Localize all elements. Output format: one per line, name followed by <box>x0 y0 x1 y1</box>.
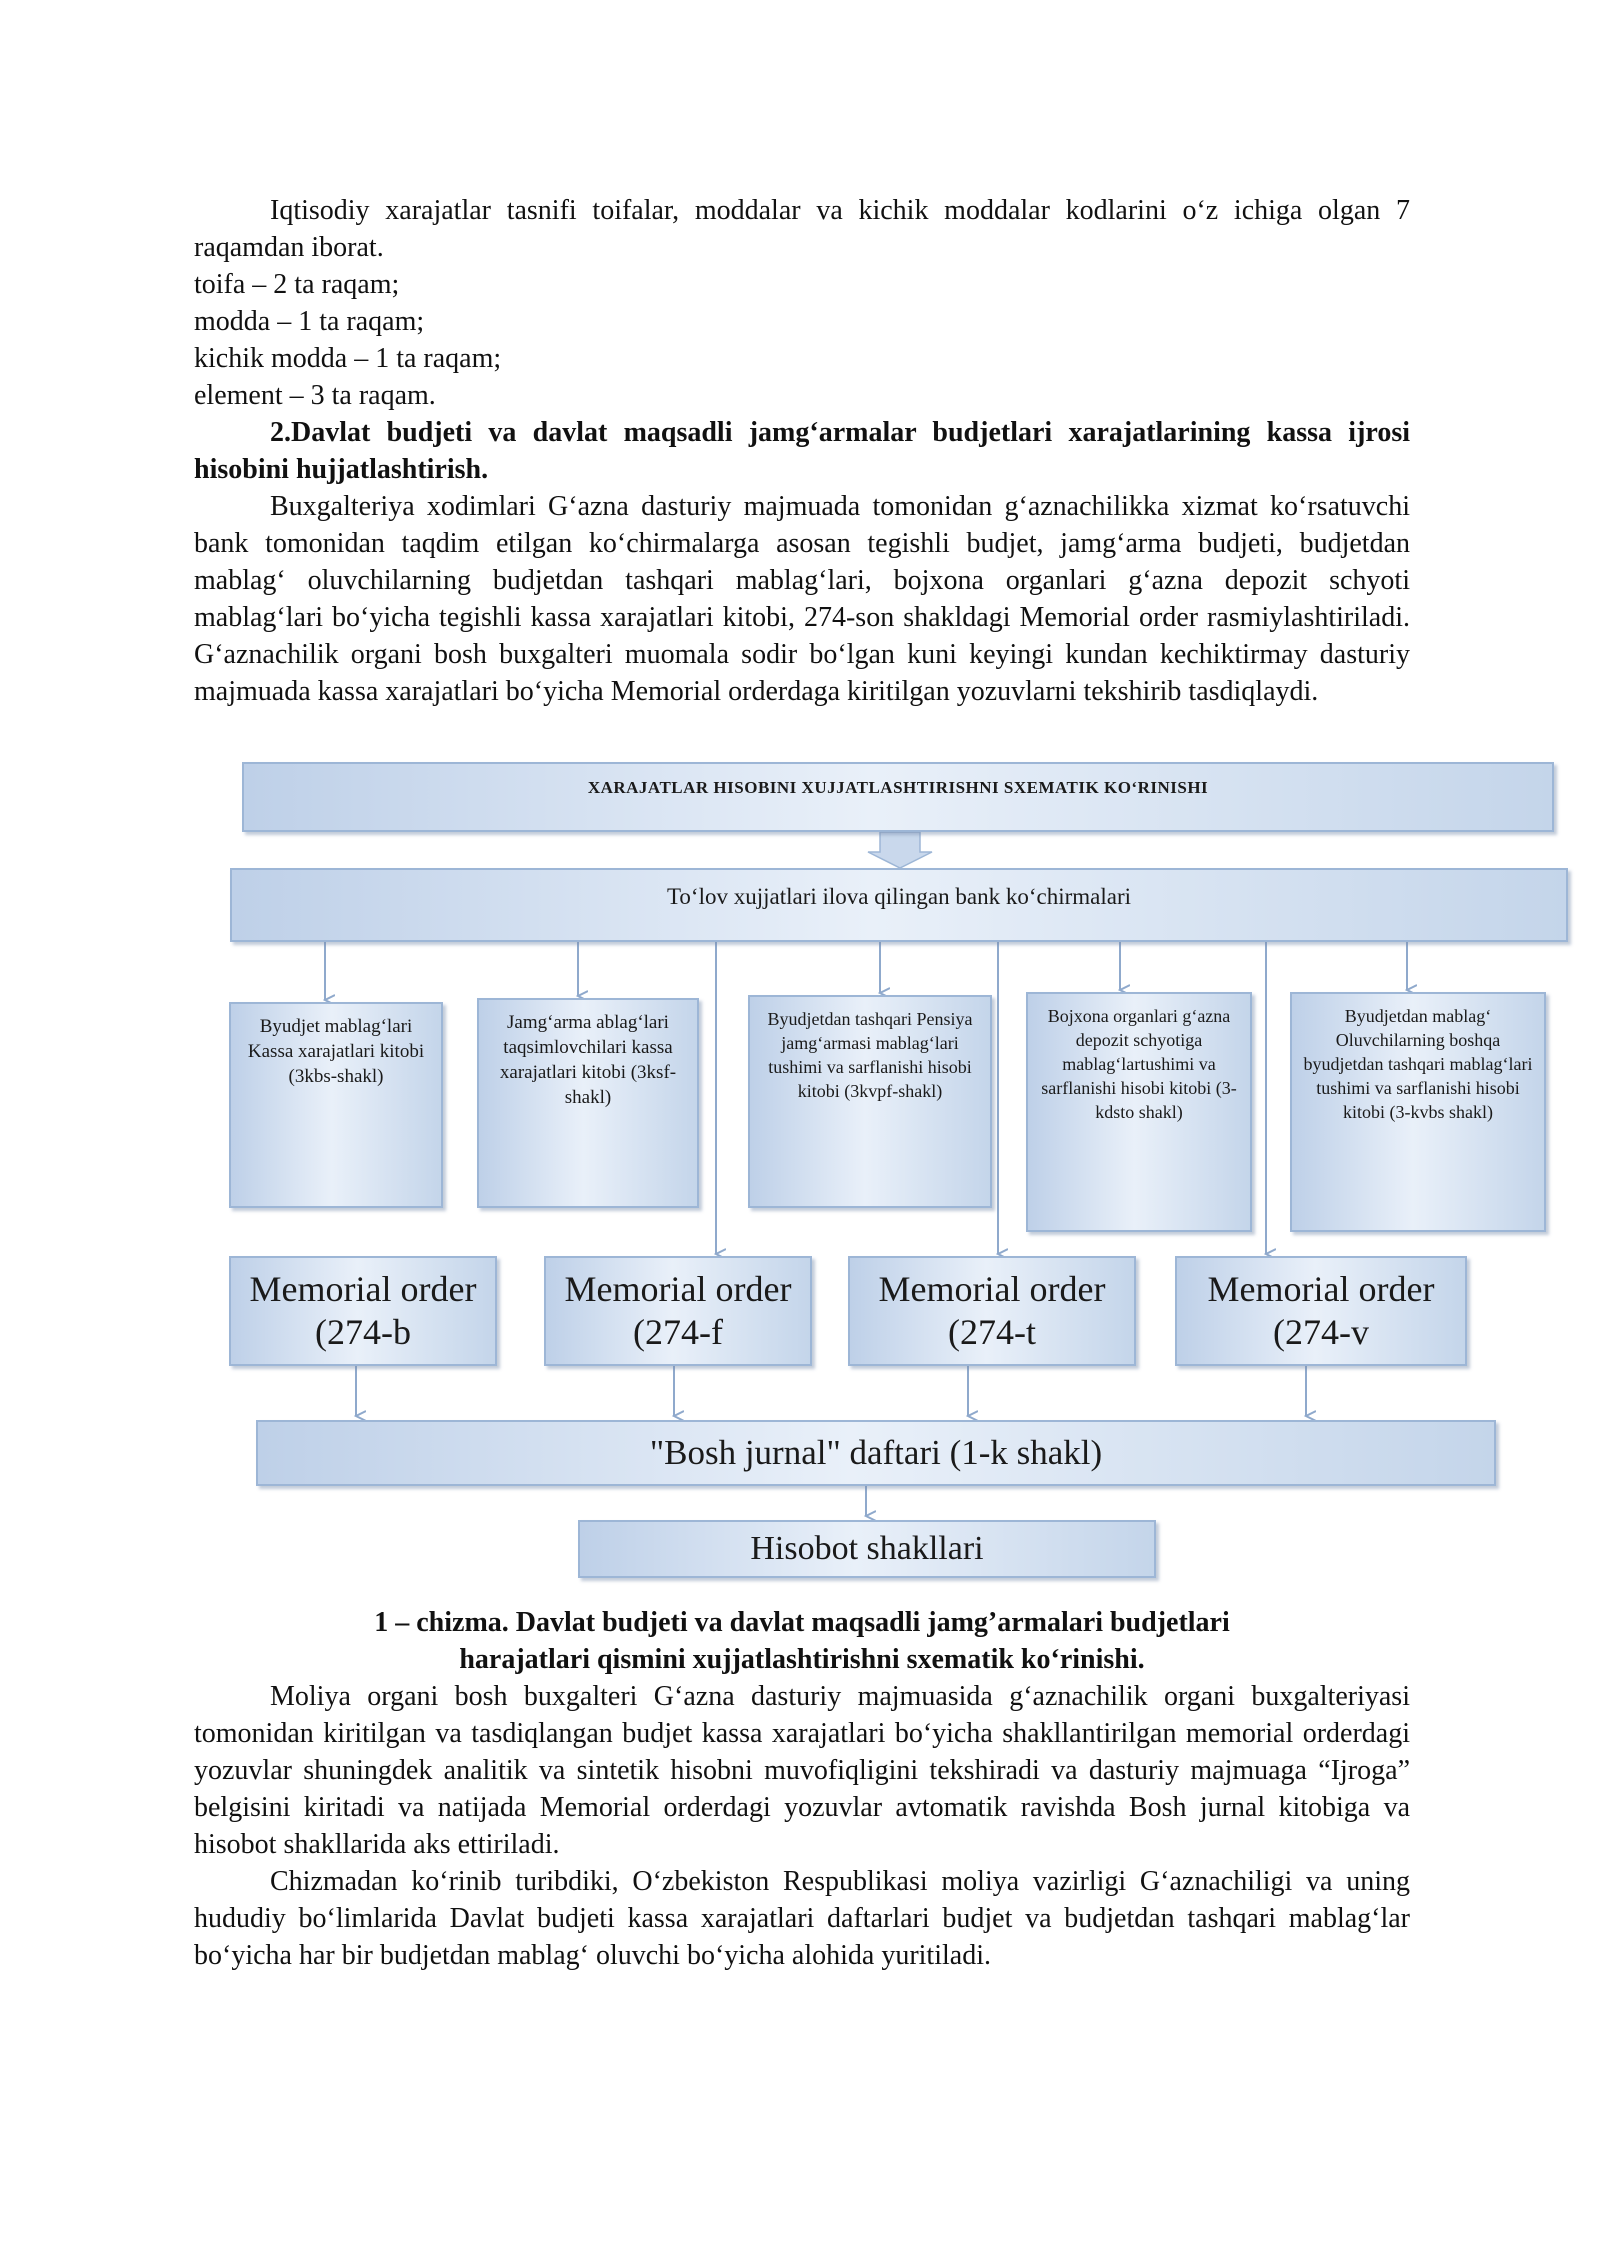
intro-section <box>194 192 1410 710</box>
intro-paragraph: Iqtisodiy xarajatlar tasnifi toifalar, moddalar va kichik moddalar kodlarini o‘z ichiga olgan 7 raqamdan iborat. <box>194 195 1410 263</box>
title-to-bank-arrow <box>868 832 932 868</box>
section-heading: 2.Davlat budjeti va davlat maqsadli jamg‘armalar budjetlari xarajatlarining kassa ijrosi hisobini hujjatlashtirish. <box>194 417 1410 485</box>
figure-caption-line-1: 1 – chizma. Davlat budjeti va davlat maqsadli jamg’armalari budjetlari <box>374 1607 1230 1638</box>
memorial-order-274-v: Memorial order (274-v <box>1175 1256 1467 1366</box>
report-forms-box: Hisobot shakllari <box>578 1520 1156 1578</box>
book-box-extrabudgetary: Byudjetdan mablag‘ Oluvchilarning boshqa byudjetdan tashqari mablag‘lari tushimi va sarflanishi hisobi kitobi (3-kvbs shakl) <box>1290 992 1546 1232</box>
book-box-budget-funds: Byudjet mablag‘lari Kassa xarajatlari kitobi (3kbs-shakl) <box>229 1002 443 1208</box>
memorial-order-274-b: Memorial order (274-b <box>229 1256 497 1366</box>
book-box-pension-fund: Byudjetdan tashqari Pensiya jamg‘armasi mablag‘lari tushimi va sarflanishi hisobi kitobi (3kvpf-shakl) <box>748 995 992 1208</box>
section-paragraph: Buxgalteriya xodimlari G‘azna dasturiy majmuada tomonidan g‘aznachilikka xizmat ko‘rsatuvchi bank tomonidan taqdim etilgan ko‘chirmalarga asosan tegishli budjet, jamg‘arma budjeti, budjetdan mablag‘ oluvchilarning budjetdan tashqari mablag‘lari, bojxona organlari g‘azna depozit schyoti mablag‘lari bo‘yicha tegishli kassa xarajatlari kitobi, 274-son shakldagi Memorial order rasmiylashtiriladi. G‘aznachilik organi bosh buxgalteri muomala sodir bo‘lgan kuni keyingi kundan kechiktirmay dasturiy majmuada kassa xarajatlari bo‘yicha Memorial orderdaga kiritilgan yozuvlarni tekshirib tasdiqlaydi. <box>194 491 1410 707</box>
closing-paragraph-2: Chizmadan ko‘rinib turibdiki, O‘zbekiston Respublikasi moliya vazirligi G‘aznachiligi va uning hududiy bo‘limlarida Davlat budjeti kassa xarajatlari daftarlari budjet va budjetdan tashqari mablag‘lar bo‘yicha har bir budjetdan mablag‘ oluvchi bo‘yicha alohida yuritiladi. <box>194 1866 1410 1971</box>
closing-paragraph-1: Moliya organi bosh buxgalteri G‘azna dasturiy majmuasida g‘aznachilik organi buxgalteriyasi tomonidan kiritilgan va tasdiqlangan budjet kassa xarajatlari bo‘yicha shakllantirilgan memorial orderdagi yozuvlar shuningdek analitik va sintetik hisobni muvofiqligini tekshiradi va dasturiy majmuaga “Ijroga” belgisini kiritadi va natijada Memorial orderdagi yozuvlar avtomatik ravishda Bosh jurnal kitobiga va hisobot shakllarida aks ettiriladi. <box>194 1681 1410 1860</box>
closing-section <box>194 1604 1410 1974</box>
book-box-customs-deposit: Bojxona organlari g‘azna depozit schyotiga mablag‘lartushimi va sarflanishi hisobi kitobi (3- kdsto shakl) <box>1026 992 1252 1232</box>
code-item-element: element – 3 ta raqam. <box>194 380 436 411</box>
book-box-fund-distributors: Jamg‘arma ablag‘lari taqsimlovchilari kassa xarajatlari kitobi (3ksf-shakl) <box>477 998 699 1208</box>
code-item-category: toifa – 2 ta raqam; <box>194 269 400 300</box>
general-journal-box: "Bosh jurnal" daftari (1-k shakl) <box>256 1420 1496 1486</box>
bank-statements-box: To‘lov xujjatlari ilova qilingan bank ko‘chirmalari <box>230 868 1568 942</box>
figure-caption-line-2: harajatlari qismini xujjatlashtirishni sxematik ko‘rinishi. <box>459 1644 1145 1675</box>
code-item-article: modda – 1 ta raqam; <box>194 306 425 337</box>
diagram-title: XARAJATLAR HISOBINI XUJJATLASHTIRISHNI SXEMATIK KO‘RINISHI <box>242 762 1554 832</box>
memorial-order-274-f: Memorial order (274-f <box>544 1256 812 1366</box>
code-item-subarticle: kichik modda – 1 ta raqam; <box>194 343 502 374</box>
memorial-order-274-t: Memorial order (274-t <box>848 1256 1136 1366</box>
